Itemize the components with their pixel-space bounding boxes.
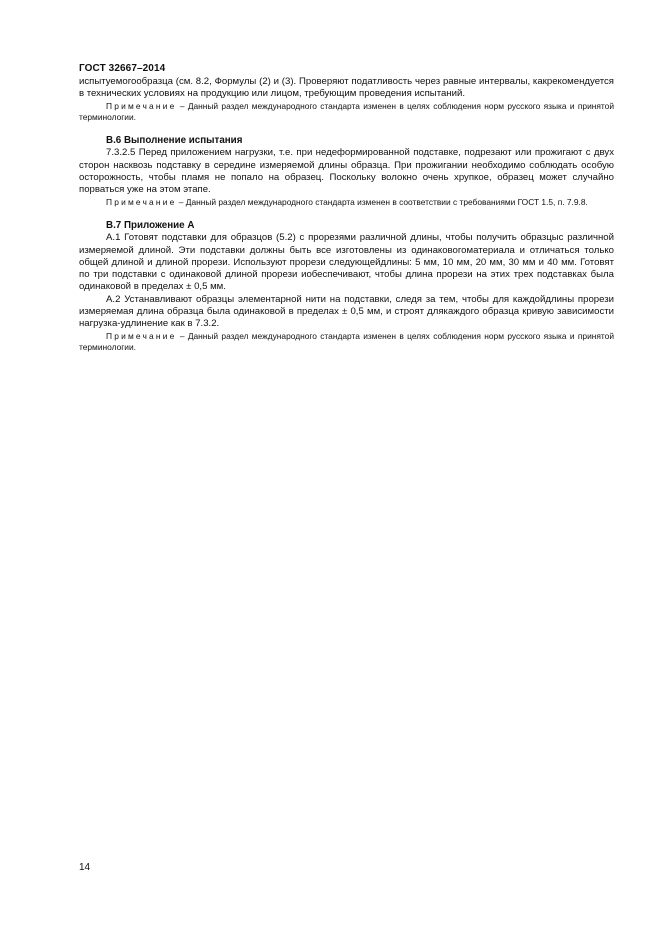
note-label: Примечание [106, 196, 177, 207]
paragraph-continuation: испытуемогообразца (см. 8.2, Формулы (2) и (3). Проверяют податливость через равные интервалы, какрекомендуется в технических условиях на продукцию или лицом, требующим проведения испытаний. [79, 76, 614, 100]
paragraph-a2: А.2 Устанавливают образцы элементарной нити на подставки, следя за тем, чтобы для каждойдлины прорези измеряемая длина образца была одинаковой в пределах ± 0,5 мм, и строят длякаждого образца кривую зависимости нагрузка-удлинение как в 7.3.2. [79, 293, 614, 330]
note-1-text: – Данный раздел международного стандарта изменен в целях соблюдения норм русского языка и принятой терминологии. [79, 100, 614, 122]
note-2 [79, 197, 614, 208]
note-label: Примечание [106, 330, 177, 341]
note-3-text: – Данный раздел международного стандарта изменен в целях соблюдения норм русского языка и принятой терминологии. [79, 330, 614, 352]
note-label: Примечание [106, 100, 177, 111]
page-content [79, 76, 614, 353]
paragraph-7-3-2-5: 7.3.2.5 Перед приложением нагрузки, т.е. при недеформированной подставке, подрезают или прожигают с двух сторон насквозь подставку в середине измеряемой длины образца. При прожигании необходимо соблюдать особую осторожность, чтобы пламя не попало на образец. Поскольку волокно очень хрупкое, образец может случайно порваться уже на этом этапе. [79, 147, 614, 196]
paragraph-a1: А.1 Готовят подставки для образцов (5.2) с прорезями различной длины, чтобы получить образцыс различной измеряемой длиной. Эти подставки должны быть все изготовлены из одинаковогоматериала и отличаться только общей длиной и длиной прорези. Используют прорези следующейдлины: 5 мм, 10 мм, 20 мм, 30 мм и 40 мм. Готовят по три подставки с одинаковой длиной прорези иобеспечивают, чтобы длина прорези на этих трех подставках была одинаковой в пределах ± 0,5 мм. [79, 232, 614, 293]
section-heading-b6: В.6 Выполнение испытания [106, 135, 243, 147]
document-header: ГОСТ 32667–2014 [79, 63, 166, 74]
note-2-text: – Данный раздел международного стандарта изменен в соответствии с требованиями ГОСТ 1.5, п. 7.9.8. [176, 196, 588, 207]
section-heading-b7: В.7 Приложение А [106, 219, 195, 231]
note-1 [79, 101, 614, 124]
note-3 [79, 331, 614, 354]
page-number: 14 [79, 862, 91, 873]
